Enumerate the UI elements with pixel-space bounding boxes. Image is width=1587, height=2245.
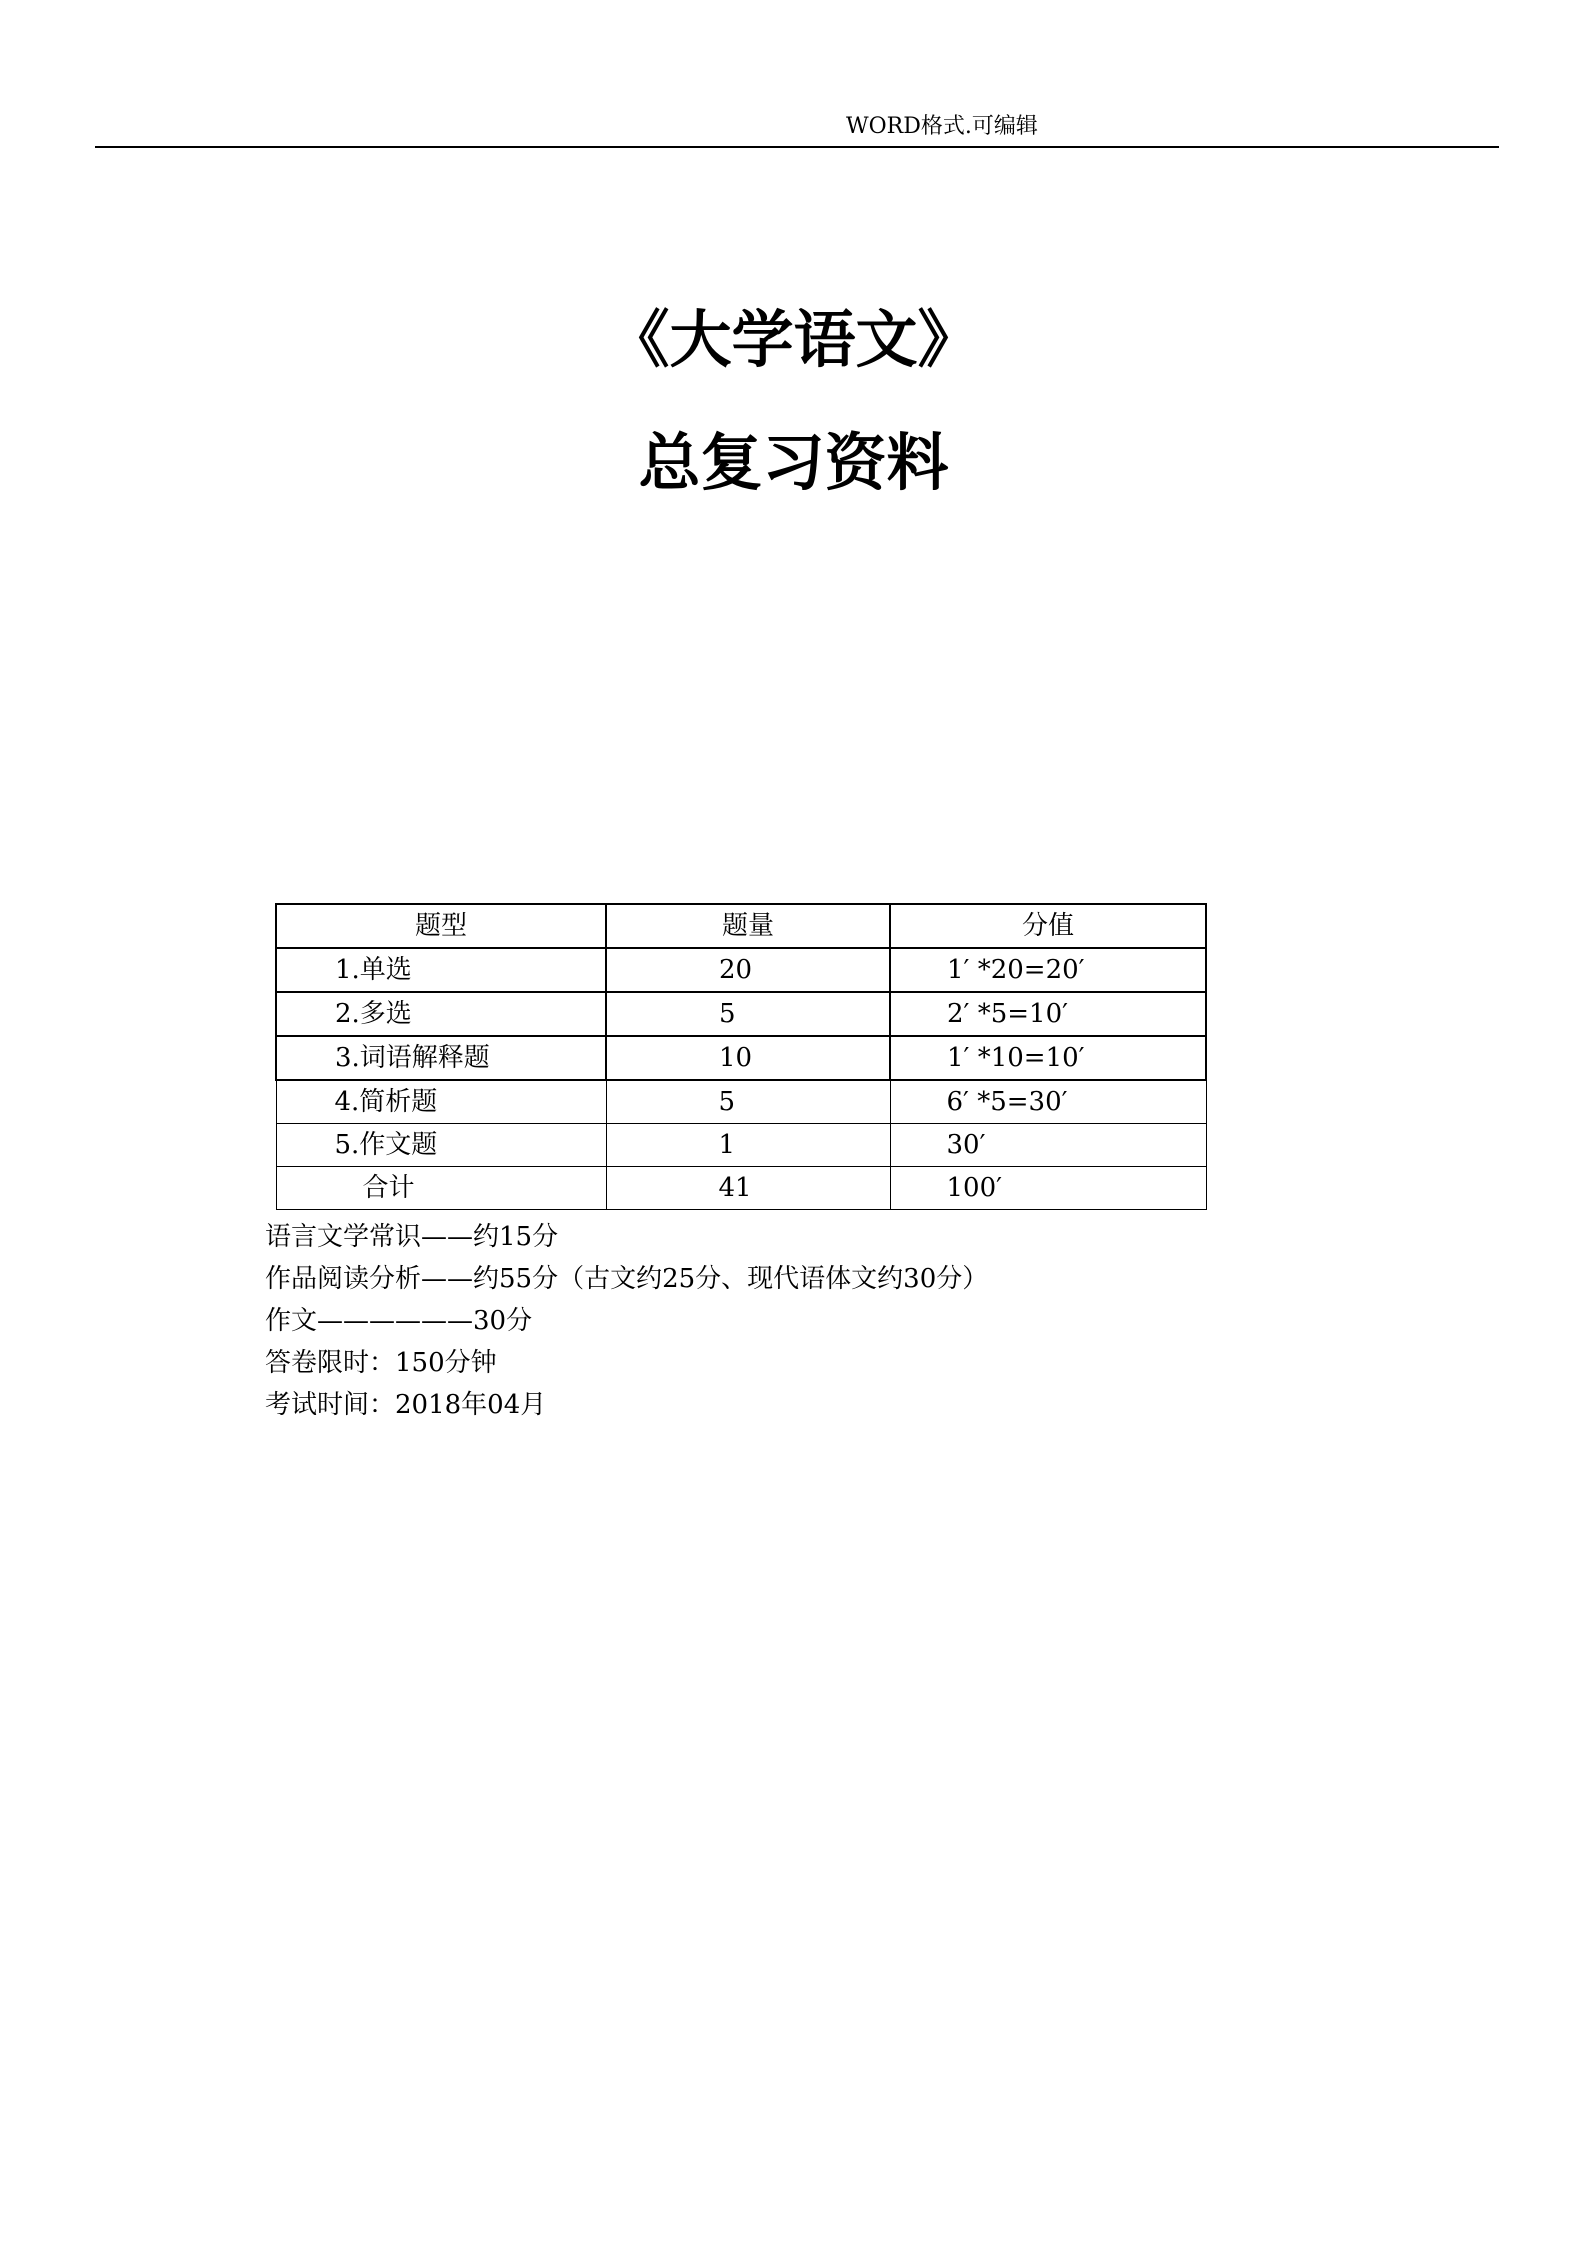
total-count-cell: 41 (606, 1167, 890, 1210)
table-row (276, 992, 1206, 1036)
score-cell: 6′ *5=30′ (890, 1080, 1206, 1124)
score-cell: 1′ *20=20′ (890, 948, 1206, 992)
question-type-cell: 1.单选 (276, 948, 606, 992)
document-title: 《大学语文》 (607, 303, 980, 376)
total-score-cell: 100′ (890, 1167, 1206, 1210)
question-count-cell: 20 (606, 948, 890, 992)
table-row-total (276, 1167, 1206, 1210)
note-time-limit: 答卷限时：150分钟 (265, 1348, 497, 1378)
question-type-cell: 5.作文题 (276, 1124, 606, 1167)
table-row (276, 1124, 1206, 1167)
table-header-row (276, 904, 1206, 948)
question-count-cell: 5 (606, 1080, 890, 1124)
question-type-cell: 2.多选 (276, 992, 606, 1036)
note-reading-analysis: 作品阅读分析——约55分（古文约25分、现代语体文约30分） (265, 1264, 989, 1294)
question-count-cell: 10 (606, 1036, 890, 1080)
question-type-cell: 3.词语解释题 (276, 1036, 606, 1080)
table-row (276, 1036, 1206, 1080)
column-header-qty: 题量 (606, 904, 890, 948)
page-header: WORD格式.可编辑 (846, 114, 1038, 139)
score-table (275, 903, 1207, 1210)
exam-notes (265, 1216, 988, 1426)
question-type-cell: 4.简析题 (276, 1080, 606, 1124)
score-cell: 30′ (890, 1124, 1206, 1167)
header-rule (95, 146, 1499, 148)
table-row (276, 1080, 1206, 1124)
note-language-knowledge: 语言文学常识——约15分 (265, 1222, 559, 1252)
score-cell: 2′ *5=10′ (890, 992, 1206, 1036)
question-count-cell: 5 (606, 992, 890, 1036)
table-row (276, 948, 1206, 992)
column-header-score: 分值 (890, 904, 1206, 948)
column-header-type: 题型 (276, 904, 606, 948)
score-cell: 1′ *10=10′ (890, 1036, 1206, 1080)
total-label-cell: 合计 (276, 1167, 606, 1210)
note-composition: 作文——————30分 (265, 1306, 533, 1336)
question-count-cell: 1 (606, 1124, 890, 1167)
note-exam-date: 考试时间：2018年04月 (265, 1390, 547, 1420)
document-subtitle: 总复习资料 (638, 426, 949, 499)
